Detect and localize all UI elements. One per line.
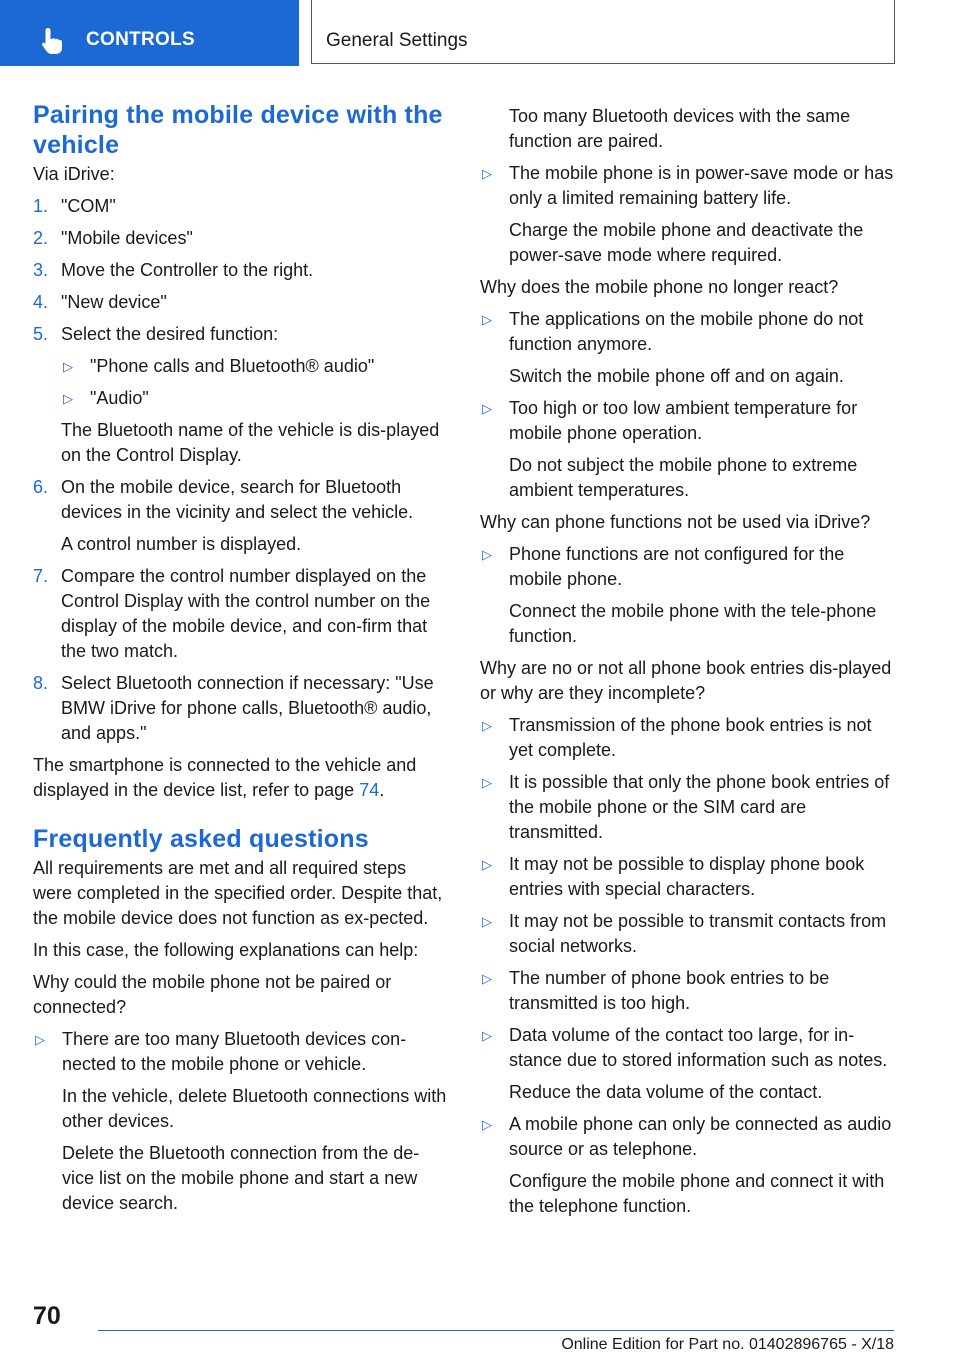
triangle-bullet-icon: ▷: [482, 971, 492, 986]
step-number: 7.: [33, 566, 49, 586]
answer-item: [480, 396, 900, 446]
answer-note: In the vehicle, delete Bluetooth connections with other devices.: [62, 1086, 447, 1131]
faq-intro: All requirements are met and all required steps were completed in the specified order. Despite that, the mobile device does not function as ex-pected.: [33, 858, 443, 928]
answer-item: [480, 161, 900, 211]
answer-item: [480, 966, 900, 1016]
triangle-bullet-icon: ▷: [35, 1032, 45, 1047]
subsection-title: General Settings: [326, 30, 468, 51]
answer-text: The mobile phone is in power-save mode or has only a limited remaining battery life.: [509, 163, 894, 208]
question-phonebook: Why are no or not all phone book entries dis-played or why are they incomplete?: [480, 658, 892, 703]
connected-paragraph: [33, 753, 448, 803]
step-number: 2.: [33, 228, 49, 248]
step-text: Compare the control number displayed on the Control Display with the control number on the display of the mobile device, and con-firm that the two match.: [61, 566, 431, 661]
footer-divider: [98, 1330, 894, 1331]
answer-note: Delete the Bluetooth connection from the de-vice list on the mobile phone and start a new device search.: [62, 1143, 420, 1213]
step-number: 1.: [33, 196, 49, 216]
step-text: Select the desired function:: [61, 324, 279, 344]
answer-text: Too high or too low ambient temperature for mobile phone operation.: [509, 398, 858, 443]
triangle-bullet-icon: ▷: [482, 1028, 492, 1043]
triangle-bullet-icon: ▷: [482, 775, 492, 790]
question-pairing: Why could the mobile phone not be paired or connected?: [33, 972, 392, 1017]
page-header: [0, 0, 960, 66]
step-item: [33, 564, 448, 664]
answer-item: [480, 307, 900, 357]
option-item: [61, 354, 448, 379]
subsection-box: [311, 0, 895, 64]
answer-item: [480, 852, 900, 902]
answer-note: Connect the mobile phone with the tele-phone function.: [509, 601, 877, 646]
answer-text: The applications on the mobile phone do not function anymore.: [509, 309, 864, 354]
answer-text: It may not be possible to display phone book entries with special characters.: [509, 854, 865, 899]
triangle-bullet-icon: ▷: [63, 391, 73, 406]
answer-item: [480, 1112, 900, 1162]
pointing-hand-icon: [38, 26, 68, 56]
page-number: 70: [33, 1302, 61, 1330]
answer-note: Switch the mobile phone off and on again.: [509, 366, 844, 386]
step-item: [33, 322, 448, 347]
edition-note: Online Edition for Part no. 01402896765 - X/18: [561, 1336, 894, 1353]
answer-item: [480, 909, 900, 959]
triangle-bullet-icon: ▷: [63, 359, 73, 374]
option-text: "Audio": [90, 388, 149, 408]
answer-text: It may not be possible to transmit contacts from social networks.: [509, 911, 887, 956]
connected-text: The smartphone is connected to the vehicle and displayed in the device list, refer to page: [33, 755, 417, 800]
answer-text: It is possible that only the phone book entries of the mobile phone or the SIM card are transmitted.: [509, 772, 890, 842]
answer-note: Reduce the data volume of the contact.: [509, 1082, 823, 1102]
triangle-bullet-icon: ▷: [482, 1117, 492, 1132]
answer-note: Do not subject the mobile phone to extreme ambient temperatures.: [509, 455, 858, 500]
step-item: [33, 475, 448, 525]
answer-text: Data volume of the contact too large, for in-stance due to stored information such as notes.: [509, 1025, 888, 1070]
right-column: [480, 104, 900, 1226]
option-text: "Phone calls and Bluetooth® audio": [90, 356, 375, 376]
question-idrive: Why can phone functions not be used via iDrive?: [480, 512, 871, 532]
section-tab: [0, 0, 299, 66]
step-number: 8.: [33, 673, 49, 693]
step-text: "COM": [61, 196, 116, 216]
page-reference-link[interactable]: 74: [359, 780, 380, 800]
step-text: "New device": [61, 292, 167, 312]
triangle-bullet-icon: ▷: [482, 857, 492, 872]
answer-text: Transmission of the phone book entries is not yet complete.: [509, 715, 872, 760]
step-item: [33, 258, 448, 283]
triangle-bullet-icon: ▷: [482, 718, 492, 733]
answer-note: Configure the mobile phone and connect it with the telephone function.: [509, 1171, 885, 1216]
step-number: 4.: [33, 292, 49, 312]
step-number: 5.: [33, 324, 49, 344]
step-text: "Mobile devices": [61, 228, 193, 248]
triangle-bullet-icon: ▷: [482, 312, 492, 327]
triangle-bullet-icon: ▷: [482, 547, 492, 562]
triangle-bullet-icon: ▷: [482, 166, 492, 181]
step-item: [33, 194, 448, 219]
step-number: 6.: [33, 477, 49, 497]
heading-pairing: Pairing the mobile device with the vehicle: [33, 101, 443, 159]
triangle-bullet-icon: ▷: [482, 914, 492, 929]
step-item: [33, 226, 448, 251]
step-item: [33, 290, 448, 315]
via-idrive: Via iDrive:: [33, 164, 115, 184]
answer-item: [480, 1023, 900, 1073]
step-note: The Bluetooth name of the vehicle is dis-played on the Control Display.: [61, 420, 440, 465]
step-text: Select Bluetooth connection if necessary: "Use BMW iDrive for phone calls, Bluetooth® audio, and apps.": [61, 673, 434, 743]
step-item: [33, 671, 448, 746]
answer-text: A mobile phone can only be connected as audio source or as telephone.: [509, 1114, 892, 1159]
faq-help: In this case, the following explanations can help:: [33, 940, 419, 960]
answer-text: Phone functions are not configured for the mobile phone.: [509, 544, 845, 589]
answer-note: Charge the mobile phone and deactivate the power-save mode where required.: [509, 220, 864, 265]
answer-item: [480, 542, 900, 592]
question-react: Why does the mobile phone no longer react?: [480, 277, 839, 297]
section-title: CONTROLS: [86, 29, 196, 50]
step-note: A control number is displayed.: [61, 534, 302, 554]
step-text: On the mobile device, search for Bluetooth devices in the vicinity and select the vehicle.: [61, 477, 414, 522]
option-item: [61, 386, 448, 411]
left-column: [33, 100, 448, 1223]
answer-text: The number of phone book entries to be transmitted is too high.: [509, 968, 830, 1013]
answer-item: [33, 1027, 448, 1077]
answer-item: [480, 770, 900, 845]
step-number: 3.: [33, 260, 49, 280]
step-text: Move the Controller to the right.: [61, 260, 314, 280]
answer-text: There are too many Bluetooth devices con-nected to the mobile phone or vehicle.: [62, 1029, 407, 1074]
connected-end: .: [379, 780, 385, 800]
heading-faq: Frequently asked questions: [33, 825, 369, 853]
triangle-bullet-icon: ▷: [482, 401, 492, 416]
answer-text-continued: Too many Bluetooth devices with the same function are paired.: [509, 106, 851, 151]
answer-item: [480, 713, 900, 763]
